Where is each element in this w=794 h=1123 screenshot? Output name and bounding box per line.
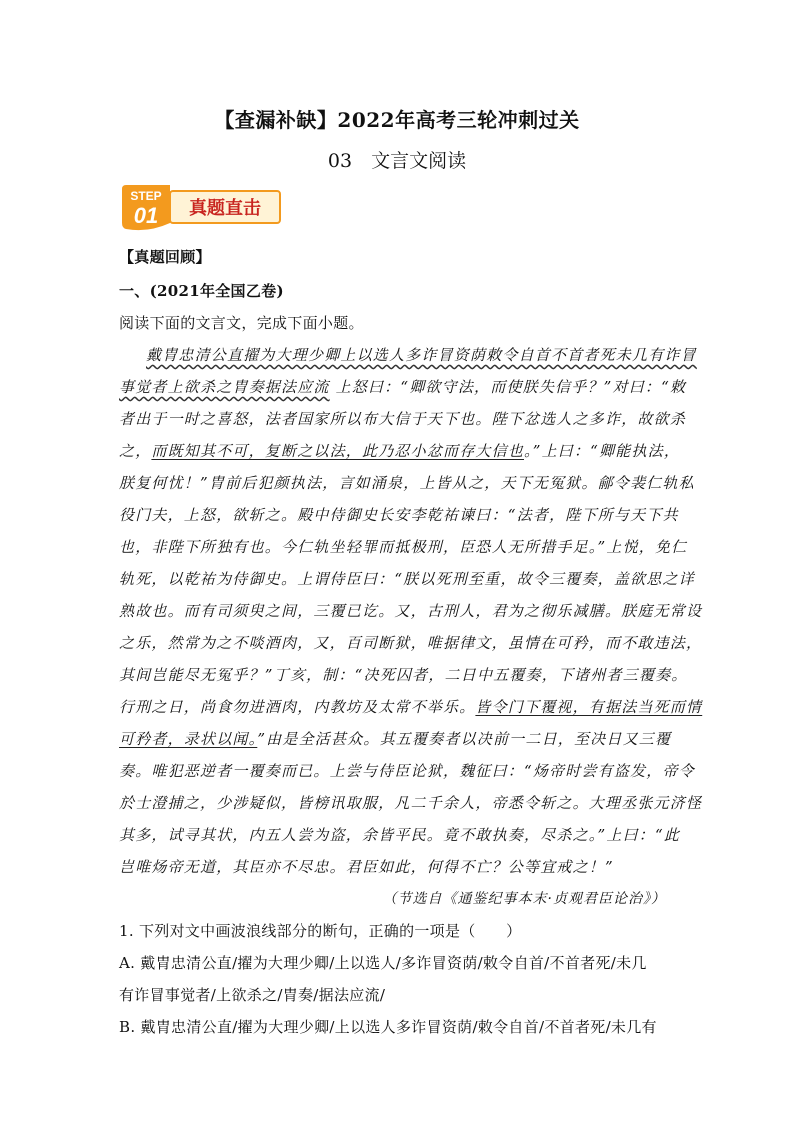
underlined-sentence: 可矜者，录状以闻。 [119, 730, 258, 748]
passage-line-17: 岂唯炀帝无道，其臣亦不尽忠。君臣如此，何得不亡？公等宜戒之！” [119, 858, 614, 876]
passage-line-12: 行刑之日，尚食勿进酒肉，内教坊及太常不举乐。皆令门下覆视，有据法当死而情 [119, 698, 703, 716]
document-title: 【查漏补缺】2022年高考三轮冲刺过关 [214, 108, 580, 132]
passage-line-7: 也，非陛下所独有也。今仁轨坐轻罪而抵极刑，臣恐人无所措手足。”上悦，免仁 [119, 538, 688, 556]
section-heading: 【真题回顾】 [119, 248, 211, 266]
passage-line-6: 役门夫，上怒，欲斩之。殿中侍御史长安李乾祐谏曰：“法者，陛下所与天下共 [119, 506, 679, 524]
passage-line-1 [146, 344, 697, 365]
passage-line-3: 者出于一时之喜怒，法者国家所以布大信于天下也。陛下忿选人之多诈，故欲杀 [119, 410, 687, 428]
document-subtitle: 03 文言文阅读 [327, 150, 467, 172]
passage-line-13: 可矜者，录状以闻。”由是全活甚众。其五覆奏者以决前一二日，至决日又三覆 [119, 730, 672, 748]
passage-line-9: 熟故也。而有司须臾之间，三覆已讫。又，古刑人，君为之彻乐减膳。朕庭无常设 [119, 602, 703, 620]
passage-line-10: 之乐，然常为之不啖酒肉，又，百司断狱，唯据律文，虽情在可矜，而不敢违法， [119, 634, 703, 652]
wavy-underlined-text: 事觉者上欲杀之胄奏据法应流 [119, 378, 330, 396]
passage-line-8: 轨死，以乾祐为侍御史。上谓侍臣曰：“朕以死刑至重，故令三覆奏，盖欲思之详 [119, 570, 695, 588]
passage-line-4: 之，而既知其不可，复断之以法，此乃忍小忿而存大信也。”上曰：“卿能执法， [119, 442, 681, 460]
instruction-text: 阅读下面的文言文，完成下面小题。 [119, 314, 364, 332]
question-stem: 1. 下列对文中画波浪线部分的断句，正确的一项是（ ） [119, 922, 522, 940]
badge-step-number: 01 [133, 203, 159, 228]
option-b-line-1: B. 戴胄忠清公直/擢为大理少卿/上以选人多诈冒资荫/敕令自首/不首者死/未几有 [119, 1018, 657, 1036]
badge-step-word: STEP [130, 189, 162, 203]
option-a-line-2: 有诈冒事觉者/上欲杀之/胄奏/据法应流/ [119, 986, 386, 1004]
passage-source: （节选自《通鉴纪事本末·贞观君臣论治》） [382, 891, 666, 907]
option-a-line-1: A. 戴胄忠清公直/擢为大理少卿/上以选人/多诈冒资荫/敕令自首/不首者死/未几 [119, 954, 647, 972]
wavy-underlined-text: 戴胄忠清公直擢为大理少卿上以选人多诈冒资荫敕令自首不首者死未几有诈冒 [146, 346, 697, 364]
passage-line-2: 事觉者上欲杀之胄奏据法应流 上怒曰：“卿欲守法，而使朕失信乎？”对曰：“敕 [119, 378, 687, 396]
badge-label: 真题直击 [189, 198, 261, 219]
step-badge [118, 183, 283, 233]
passage-line-15: 於士澄捕之，少涉疑似，皆榜讯取服，凡二千余人，帝悉令斩之。大理丞张元济怪 [119, 794, 703, 812]
passage-line-16: 其多，试寻其状，内五人尝为盗，余皆平民。竟不敢执奏，尽杀之。”上曰：“此 [119, 826, 681, 844]
underlined-sentence: 皆令门下覆视，有据法当死而情 [475, 698, 703, 716]
passage-line-14: 奏。唯犯恶逆者一覆奏而已。上尝与侍臣论狱，魏征曰：“炀帝时尝有盗发，帝令 [119, 762, 695, 780]
passage-line-11: 其间岂能尽无冤乎？”丁亥，制：“决死囚者，二日中五覆奏，下诸州者三覆奏。 [119, 666, 688, 684]
passage-line-5: 朕复何忧！”胄前后犯颜执法，言如涌泉，上皆从之，天下无冤狱。鄃令裴仁轨私 [119, 474, 695, 492]
item-title: 一、(2021年全国乙卷) [119, 282, 284, 300]
underlined-sentence: 而既知其不可，复断之以法，此乃忍小忿而存大信也 [151, 442, 525, 460]
